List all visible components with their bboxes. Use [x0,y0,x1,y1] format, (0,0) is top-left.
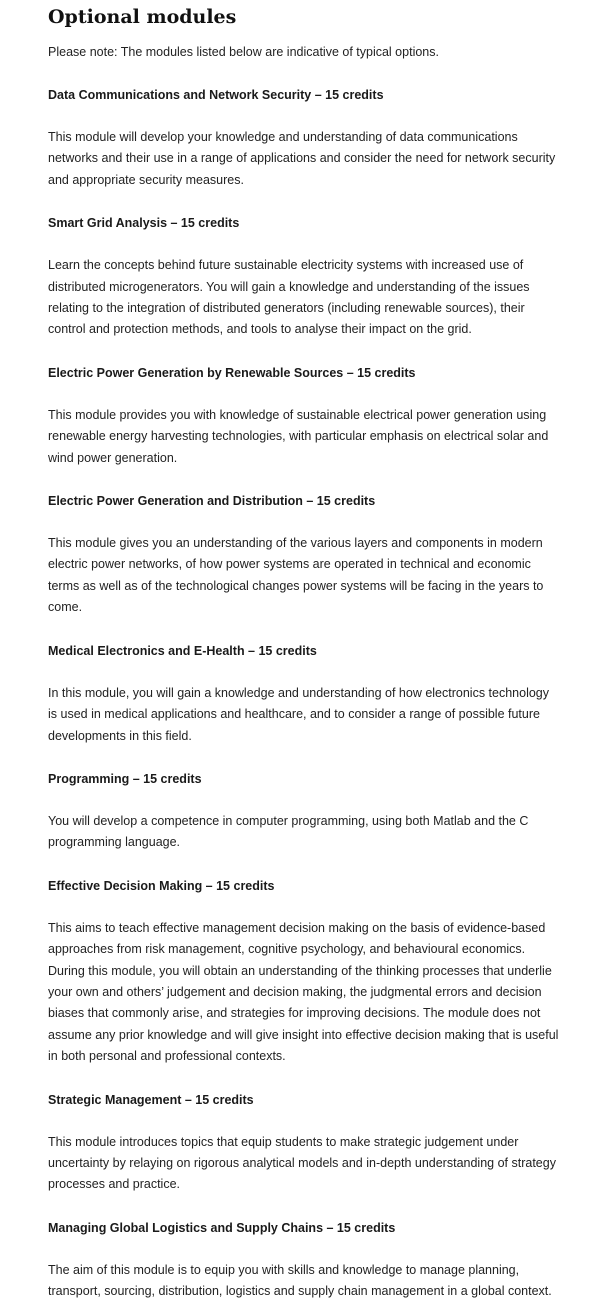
module-item [48,641,560,747]
module-item [48,1090,560,1196]
module-description: This module gives you an understanding of the various layers and components in modern electric power networks, of how power systems are operated in technical and economic terms as well as of the technological changes power systems will be facing in the years to come. [48,536,544,615]
module-title: Programming – 15 credits [48,771,202,786]
module-item [48,876,560,1068]
module-item [48,85,560,191]
module-description: In this module, you will gain a knowledge and understanding of how electronics technology is used in medical applications and healthcare, and to consider a range of possible future developments in this field. [48,685,550,743]
module-item [48,363,560,469]
module-title: Strategic Management – 15 credits [48,1092,254,1107]
module-item [48,769,560,854]
module-title: Smart Grid Analysis – 15 credits [48,216,240,231]
module-title: Managing Global Logistics and Supply Chains – 15 credits [48,1220,396,1235]
module-description: This module introduces topics that equip students to make strategic judgement under uncertainty by relaying on rigorous analytical models and in-depth understanding of strategy processes and practice. [48,1134,556,1192]
module-item [48,213,560,341]
module-title: Electric Power Generation and Distribution – 15 credits [48,494,376,509]
page-title: Optional modules [48,6,237,28]
module-description: This module provides you with knowledge of sustainable electrical power generation using renewable energy harvesting technologies, with particular emphasis on electrical solar and wind power generation. [48,407,549,465]
module-description: This module will develop your knowledge and understanding of data communications networks and their use in a range of applications and consider the need for network security and appropriate security measures. [48,130,556,187]
module-title: Effective Decision Making – 15 credits [48,878,275,893]
module-item [48,491,560,619]
module-title: Medical Electronics and E-Health – 15 credits [48,643,317,658]
module-description: The aim of this module is to equip you with skills and knowledge to manage planning, transport, sourcing, distribution, logistics and supply chain management in a global context. [48,1262,552,1299]
module-title: Data Communications and Network Security – 15 credits [48,88,384,102]
module-description: You will develop a competence in computer programming, using both Matlab and the C programming language. [48,813,529,850]
module-description: Learn the concepts behind future sustainable electricity systems with increased use of distributed microgenerators. You will gain a knowledge and understanding of the issues relating to the integration of distributed generators (including renewable sources), their control and protection methods, and tools to analyse their impact on the grid. [48,258,530,337]
module-description: This aims to teach effective management decision making on the basis of evidence-based approaches from risk management, cognitive psychology, and behavioural economics. During this module, you will obtain an understanding of the thinking processes that underlie your own and others’ judgement and decision making, the judgmental errors and decision biases that commonly arise, and strategies for improving decisions. The module does not assume any prior knowledge and will give insight into effective decision making that is useful in both personal and professional contexts. [48,920,559,1064]
module-title: Electric Power Generation by Renewable Sources – 15 credits [48,365,416,380]
intro-note: Please note: The modules listed below are indicative of typical options. [48,45,439,59]
